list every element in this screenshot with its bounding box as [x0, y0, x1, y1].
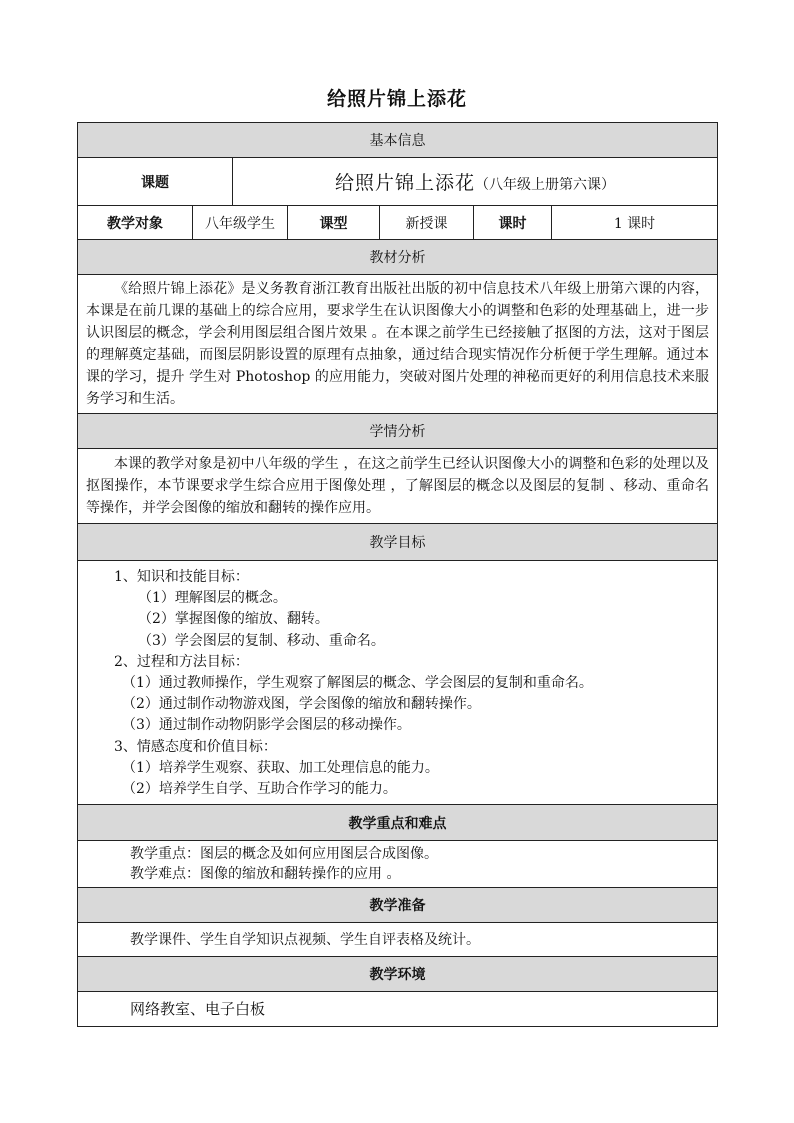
goal-knowledge-3: （3）学会图层的复制、移动、重命名。 — [138, 632, 385, 649]
textbook-text: 《给照片锦上添花》是义务教育浙江教育出版社出版的初中信息技术八年级上册第六课的内容，本课是在前几课的基础上的综合应用，要求学生在认识图像大小的调整和色彩的处理基础上，进一步认识图层的概念，学会利用图层组合图片效果 。在本课之前学生已经接触了抠图的方法，这对于图层的理解奠定基础，而图层阴影设置的原理有点抽象，通过结合现实情况作分析便于学生理解。通过本课的学习，提升 学生对 Photoshop 的应用能力，突破对图片处理的神秘而更好的利用信息技术来服务学习和生活。 — [78, 275, 718, 414]
preparation-heading: 教学准备 — [78, 888, 718, 923]
target-label: 教学对象 — [78, 206, 193, 240]
environment-row — [78, 992, 718, 1027]
keypoints-header-row — [78, 805, 718, 841]
key-focus: 教学重点：图层的概念及如何应用图层合成图像。 — [130, 846, 438, 863]
goals-row — [78, 561, 718, 805]
meta-row — [78, 206, 718, 240]
students-text: 本课的教学对象是初中八年级的学生 ，在这之前学生已经认识图像大小的调整和色彩的处理以及抠图操作，本节课要求学生综合应用于图像处理 ，了解图层的概念以及图层的复制 、移动、重命名等操作，并学会图像的缩放和翻转的操作应用。 — [78, 449, 718, 524]
textbook-header-row — [78, 240, 718, 275]
type-value: 新授课 — [380, 206, 474, 240]
goal-attitude-2: （2）培养学生自学、互助合作学习的能力。 — [122, 781, 397, 798]
key-difficulty: 教学难点：图像的缩放和翻转操作的应用 。 — [130, 866, 401, 883]
goal-process-2: （2）通过制作动物游戏图，学会图像的缩放和翻转操作。 — [122, 696, 481, 713]
environment-text: 网络教室、电子白板 — [78, 992, 718, 1027]
type-label: 课型 — [288, 206, 380, 240]
preparation-header-row — [78, 888, 718, 923]
goal-process-3: （3）通过制作动物阴影学会图层的移动操作。 — [122, 717, 411, 734]
topic-main: 给照片锦上添花 — [335, 172, 476, 194]
goal-process-1: （1）通过教师操作，学生观察了解图层的概念、学会图层的复制和重命名。 — [122, 675, 593, 692]
topic-row — [78, 158, 718, 206]
students-heading: 学情分析 — [78, 414, 718, 449]
basic-info-heading: 基本信息 — [78, 123, 718, 158]
goal-process: 2、过程和方法目标： — [114, 653, 249, 670]
preparation-row — [78, 923, 718, 957]
goals-header-row — [78, 524, 718, 561]
hours-label: 课时 — [474, 206, 552, 240]
lesson-plan-table — [77, 122, 718, 1027]
goal-knowledge: 1、知识和技能目标： — [114, 569, 249, 585]
students-header-row — [78, 414, 718, 449]
goal-knowledge-1: （1）理解图层的概念。 — [138, 590, 287, 607]
goal-attitude-1: （1）培养学生观察、获取、加工处理信息的能力。 — [122, 759, 439, 776]
keypoints-row — [78, 841, 718, 888]
keypoints-cell — [78, 841, 718, 888]
textbook-heading: 教材分析 — [78, 240, 718, 275]
goal-attitude: 3、情感态度和价值目标： — [114, 738, 277, 755]
environment-heading: 教学环境 — [78, 957, 718, 992]
environment-header-row — [78, 957, 718, 992]
preparation-text: 教学课件、学生自学知识点视频、学生自评表格及统计。 — [78, 923, 718, 957]
hours-value: 1 课时 — [552, 206, 718, 240]
topic-label: 课题 — [78, 158, 233, 206]
document-title: 给照片锦上添花 — [326, 88, 467, 110]
target-value: 八年级学生 — [193, 206, 288, 240]
keypoints-heading: 教学重点和难点 — [78, 805, 718, 841]
goals-list — [78, 561, 718, 805]
basic-info-header-row — [78, 123, 718, 158]
topic-value — [233, 158, 718, 206]
goal-knowledge-2: （2）掌握图像的缩放、翻转。 — [138, 611, 329, 628]
topic-sub: （八年级上册第六课） — [475, 177, 616, 193]
students-row — [78, 449, 718, 524]
goals-heading: 教学目标 — [78, 524, 718, 561]
textbook-row — [78, 275, 718, 414]
